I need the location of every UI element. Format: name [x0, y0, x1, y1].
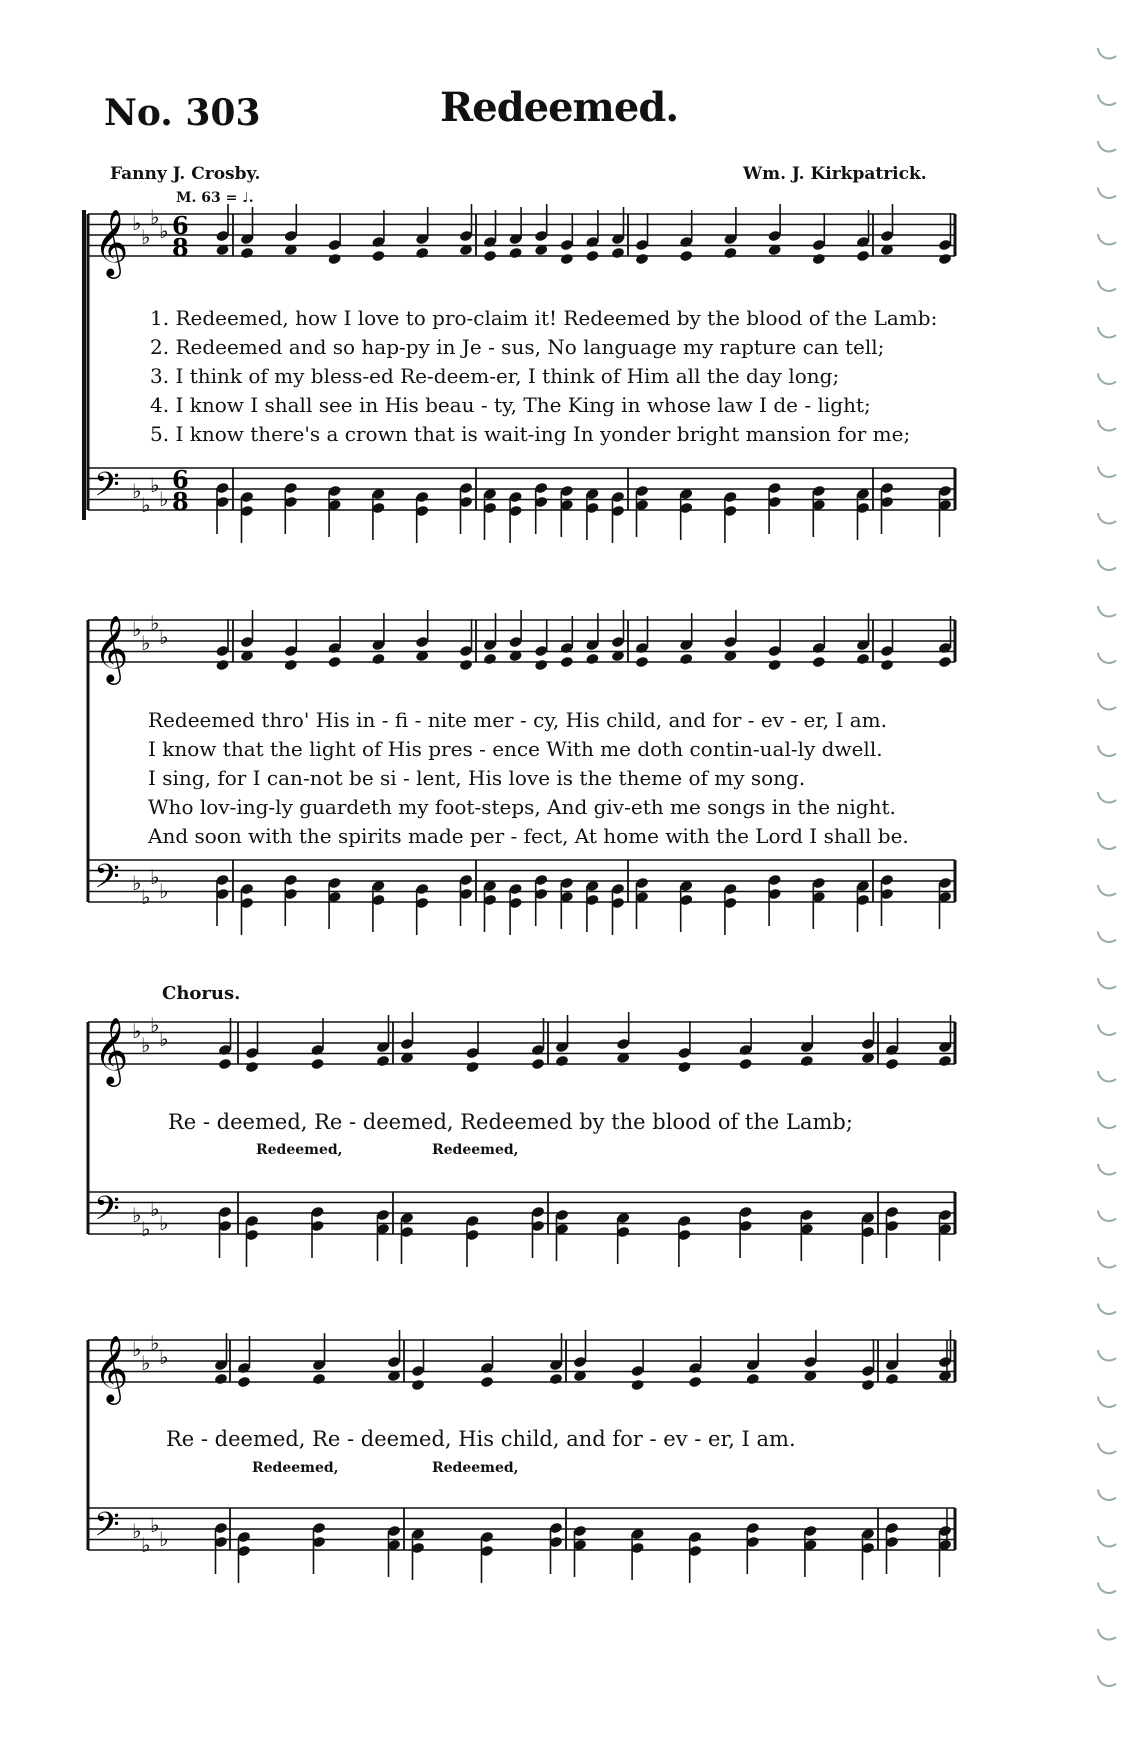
- hymn-number: No. 303: [104, 92, 261, 134]
- flat-sign: ♭: [150, 205, 160, 229]
- treble-clef: 𝄞: [94, 1016, 129, 1084]
- composer: Wm. J. Kirkpatrick.: [743, 164, 927, 184]
- treble-clef: 𝄞: [94, 1334, 129, 1402]
- note-head: [465, 1061, 479, 1074]
- flat-sign: ♭: [132, 1019, 142, 1043]
- bass-clef: 𝄢: [94, 466, 120, 512]
- flat-sign: ♭: [159, 1211, 169, 1235]
- flat-sign: ♭: [141, 493, 151, 517]
- note-head: [240, 247, 254, 260]
- binder-hole: [1098, 1304, 1116, 1315]
- binder-hole: [1098, 95, 1116, 106]
- binder-hole: [1098, 1118, 1116, 1129]
- treble-clef: 𝄞: [94, 614, 129, 682]
- chorus-label: Chorus.: [162, 983, 241, 1004]
- flat-sign: ♭: [132, 479, 142, 503]
- note-head: [218, 1058, 232, 1071]
- note-head: [861, 1379, 875, 1392]
- flat-sign: ♭: [132, 1337, 142, 1361]
- flat-sign: ♭: [150, 1513, 160, 1537]
- flat-sign: ♭: [141, 885, 151, 909]
- note-head: [635, 656, 649, 669]
- verse-line: 5. I know there's a crown that is wait-ing In yonder bright mansion for me;: [150, 422, 911, 446]
- note-head: [327, 253, 341, 266]
- note-head: [688, 1376, 702, 1389]
- note-head: [560, 656, 574, 669]
- chorus-line: Re - deemed, Re - deemed, Redeemed by the blood of the Lamb;: [168, 1110, 853, 1134]
- note-head: [856, 250, 870, 263]
- note-head: [284, 659, 298, 672]
- flat-sign: ♭: [150, 1197, 160, 1221]
- note-head: [371, 653, 385, 666]
- echo-word: Redeemed,: [432, 1460, 519, 1476]
- binder-hole: [1098, 978, 1116, 989]
- verse-line: 1. Redeemed, how I love to pro-claim it! Redeemed by the blood of the Lamb:: [150, 306, 938, 330]
- lyricist: Fanny J. Crosby.: [110, 164, 261, 184]
- binder-hole: [1098, 141, 1116, 152]
- binder-hole: [1098, 1350, 1116, 1361]
- time-signature: 8: [172, 233, 189, 262]
- binder-hole: [1098, 699, 1116, 710]
- note-head: [885, 1373, 899, 1386]
- flat-sign: ♭: [132, 617, 142, 641]
- note-head: [245, 1061, 259, 1074]
- note-head: [483, 653, 497, 666]
- binder-hole: [1098, 932, 1116, 943]
- flat-sign: ♭: [141, 225, 151, 249]
- bass-clef: 𝄢: [94, 1190, 120, 1236]
- verse-line: I know that the light of His pres - ence With me doth contin-ual-ly dwell.: [148, 737, 883, 761]
- flat-sign: ♭: [132, 1519, 142, 1543]
- note-head: [800, 1055, 814, 1068]
- binder-hole: [1098, 792, 1116, 803]
- note-head: [415, 247, 429, 260]
- flat-sign: ♭: [132, 211, 142, 235]
- flat-sign: ♭: [159, 1527, 169, 1551]
- binder-hole: [1098, 560, 1116, 571]
- note-head: [483, 250, 497, 263]
- binder-hole: [1098, 746, 1116, 757]
- binder-holes: [1076, 0, 1136, 1760]
- binder-hole: [1098, 1071, 1116, 1082]
- note-head: [767, 659, 781, 672]
- binder-hole: [1098, 1211, 1116, 1222]
- note-head: [611, 247, 625, 260]
- note-head: [679, 250, 693, 263]
- flat-sign: ♭: [150, 1013, 160, 1037]
- note-head: [531, 1058, 545, 1071]
- note-head: [411, 1379, 425, 1392]
- flat-sign: ♭: [141, 631, 151, 655]
- note-head: [885, 1058, 899, 1071]
- verse-line: And soon with the spirits made per - fect, At home with the Lord I shall be.: [148, 824, 909, 848]
- note-head: [312, 1373, 326, 1386]
- binder-hole: [1098, 653, 1116, 664]
- note-head: [560, 253, 574, 266]
- binder-hole: [1098, 885, 1116, 896]
- flat-sign: ♭: [159, 1345, 169, 1369]
- binder-hole: [1098, 1536, 1116, 1547]
- binder-hole: [1098, 1025, 1116, 1036]
- flat-sign: ♭: [159, 1027, 169, 1051]
- note-head: [856, 653, 870, 666]
- note-head: [938, 1055, 952, 1068]
- chorus-line: Re - deemed, Re - deemed, His child, and for - ev - er, I am.: [166, 1427, 796, 1451]
- time-signature: 6: [172, 211, 189, 240]
- note-head: [371, 250, 385, 263]
- flat-sign: ♭: [150, 865, 160, 889]
- verse-line: 3. I think of my bless-ed Re-deem-er, I think of Him all the day long;: [150, 364, 840, 388]
- flat-sign: ♭: [150, 611, 160, 635]
- verse-line: 4. I know I shall see in His beau - ty, The King in whose law I de - light;: [150, 393, 871, 417]
- flat-sign: ♭: [132, 1203, 142, 1227]
- note-head: [214, 1373, 228, 1386]
- metronome-marking: M. 63 = ♩.: [176, 190, 254, 206]
- binder-hole: [1098, 513, 1116, 524]
- note-head: [677, 1061, 691, 1074]
- binder-hole: [1098, 1397, 1116, 1408]
- note-head: [376, 1055, 390, 1068]
- note-head: [215, 659, 229, 672]
- flat-sign: ♭: [150, 473, 160, 497]
- binder-hole: [1098, 467, 1116, 478]
- time-signature: 6: [172, 465, 189, 494]
- note-head: [938, 253, 952, 266]
- flat-sign: ♭: [159, 487, 169, 511]
- bass-clef: 𝄢: [94, 858, 120, 904]
- note-head: [746, 1373, 760, 1386]
- note-head: [585, 653, 599, 666]
- flat-sign: ♭: [159, 219, 169, 243]
- binder-hole: [1098, 374, 1116, 385]
- binder-hole: [1098, 1257, 1116, 1268]
- binder-hole: [1098, 1676, 1116, 1687]
- binder-hole: [1098, 1583, 1116, 1594]
- binder-hole: [1098, 839, 1116, 850]
- verse-line: I sing, for I can-not be si - lent, His love is the theme of my song.: [148, 766, 806, 790]
- binder-hole: [1098, 281, 1116, 292]
- note-head: [534, 659, 548, 672]
- binder-hole: [1098, 1164, 1116, 1175]
- bass-clef: 𝄢: [94, 1506, 120, 1552]
- verse-line: Who lov-ing-ly guardeth my foot-steps, And giv-eth me songs in the night.: [148, 795, 896, 819]
- echo-word: Redeemed,: [256, 1142, 343, 1158]
- note-head: [549, 1373, 563, 1386]
- time-signature: 8: [172, 487, 189, 516]
- echo-word: Redeemed,: [252, 1460, 339, 1476]
- binder-hole: [1098, 1629, 1116, 1640]
- flat-sign: ♭: [159, 625, 169, 649]
- note-head: [459, 659, 473, 672]
- binder-hole: [1098, 606, 1116, 617]
- note-head: [630, 1379, 644, 1392]
- note-head: [812, 253, 826, 266]
- binder-hole: [1098, 327, 1116, 338]
- binder-hole: [1098, 48, 1116, 59]
- note-head: [723, 247, 737, 260]
- flat-sign: ♭: [141, 1033, 151, 1057]
- verse-line: Redeemed thro' His in - fi - nite mer - cy, His child, and for - ev - er, I am.: [148, 708, 887, 732]
- flat-sign: ♭: [141, 1533, 151, 1557]
- binder-hole: [1098, 420, 1116, 431]
- flat-sign: ♭: [132, 871, 142, 895]
- treble-clef: 𝄞: [94, 208, 129, 276]
- binder-hole: [1098, 234, 1116, 245]
- binder-hole: [1098, 1443, 1116, 1454]
- note-head: [508, 247, 522, 260]
- note-head: [880, 659, 894, 672]
- note-head: [555, 1055, 569, 1068]
- flat-sign: ♭: [141, 1351, 151, 1375]
- note-head: [310, 1058, 324, 1071]
- binder-hole: [1098, 1490, 1116, 1501]
- verse-line: 2. Redeemed and so hap-py in Je - sus, No language my rapture can tell;: [150, 335, 885, 359]
- flat-sign: ♭: [141, 1217, 151, 1241]
- note-head: [327, 656, 341, 669]
- note-head: [738, 1058, 752, 1071]
- flat-sign: ♭: [150, 1331, 160, 1355]
- note-head: [812, 656, 826, 669]
- note-head: [635, 253, 649, 266]
- note-head: [237, 1376, 251, 1389]
- echo-word: Redeemed,: [432, 1142, 519, 1158]
- note-head: [679, 653, 693, 666]
- binder-hole: [1098, 188, 1116, 199]
- note-head: [938, 656, 952, 669]
- hymn-title: Redeemed.: [440, 84, 679, 131]
- note-head: [480, 1376, 494, 1389]
- note-head: [585, 250, 599, 263]
- flat-sign: ♭: [159, 879, 169, 903]
